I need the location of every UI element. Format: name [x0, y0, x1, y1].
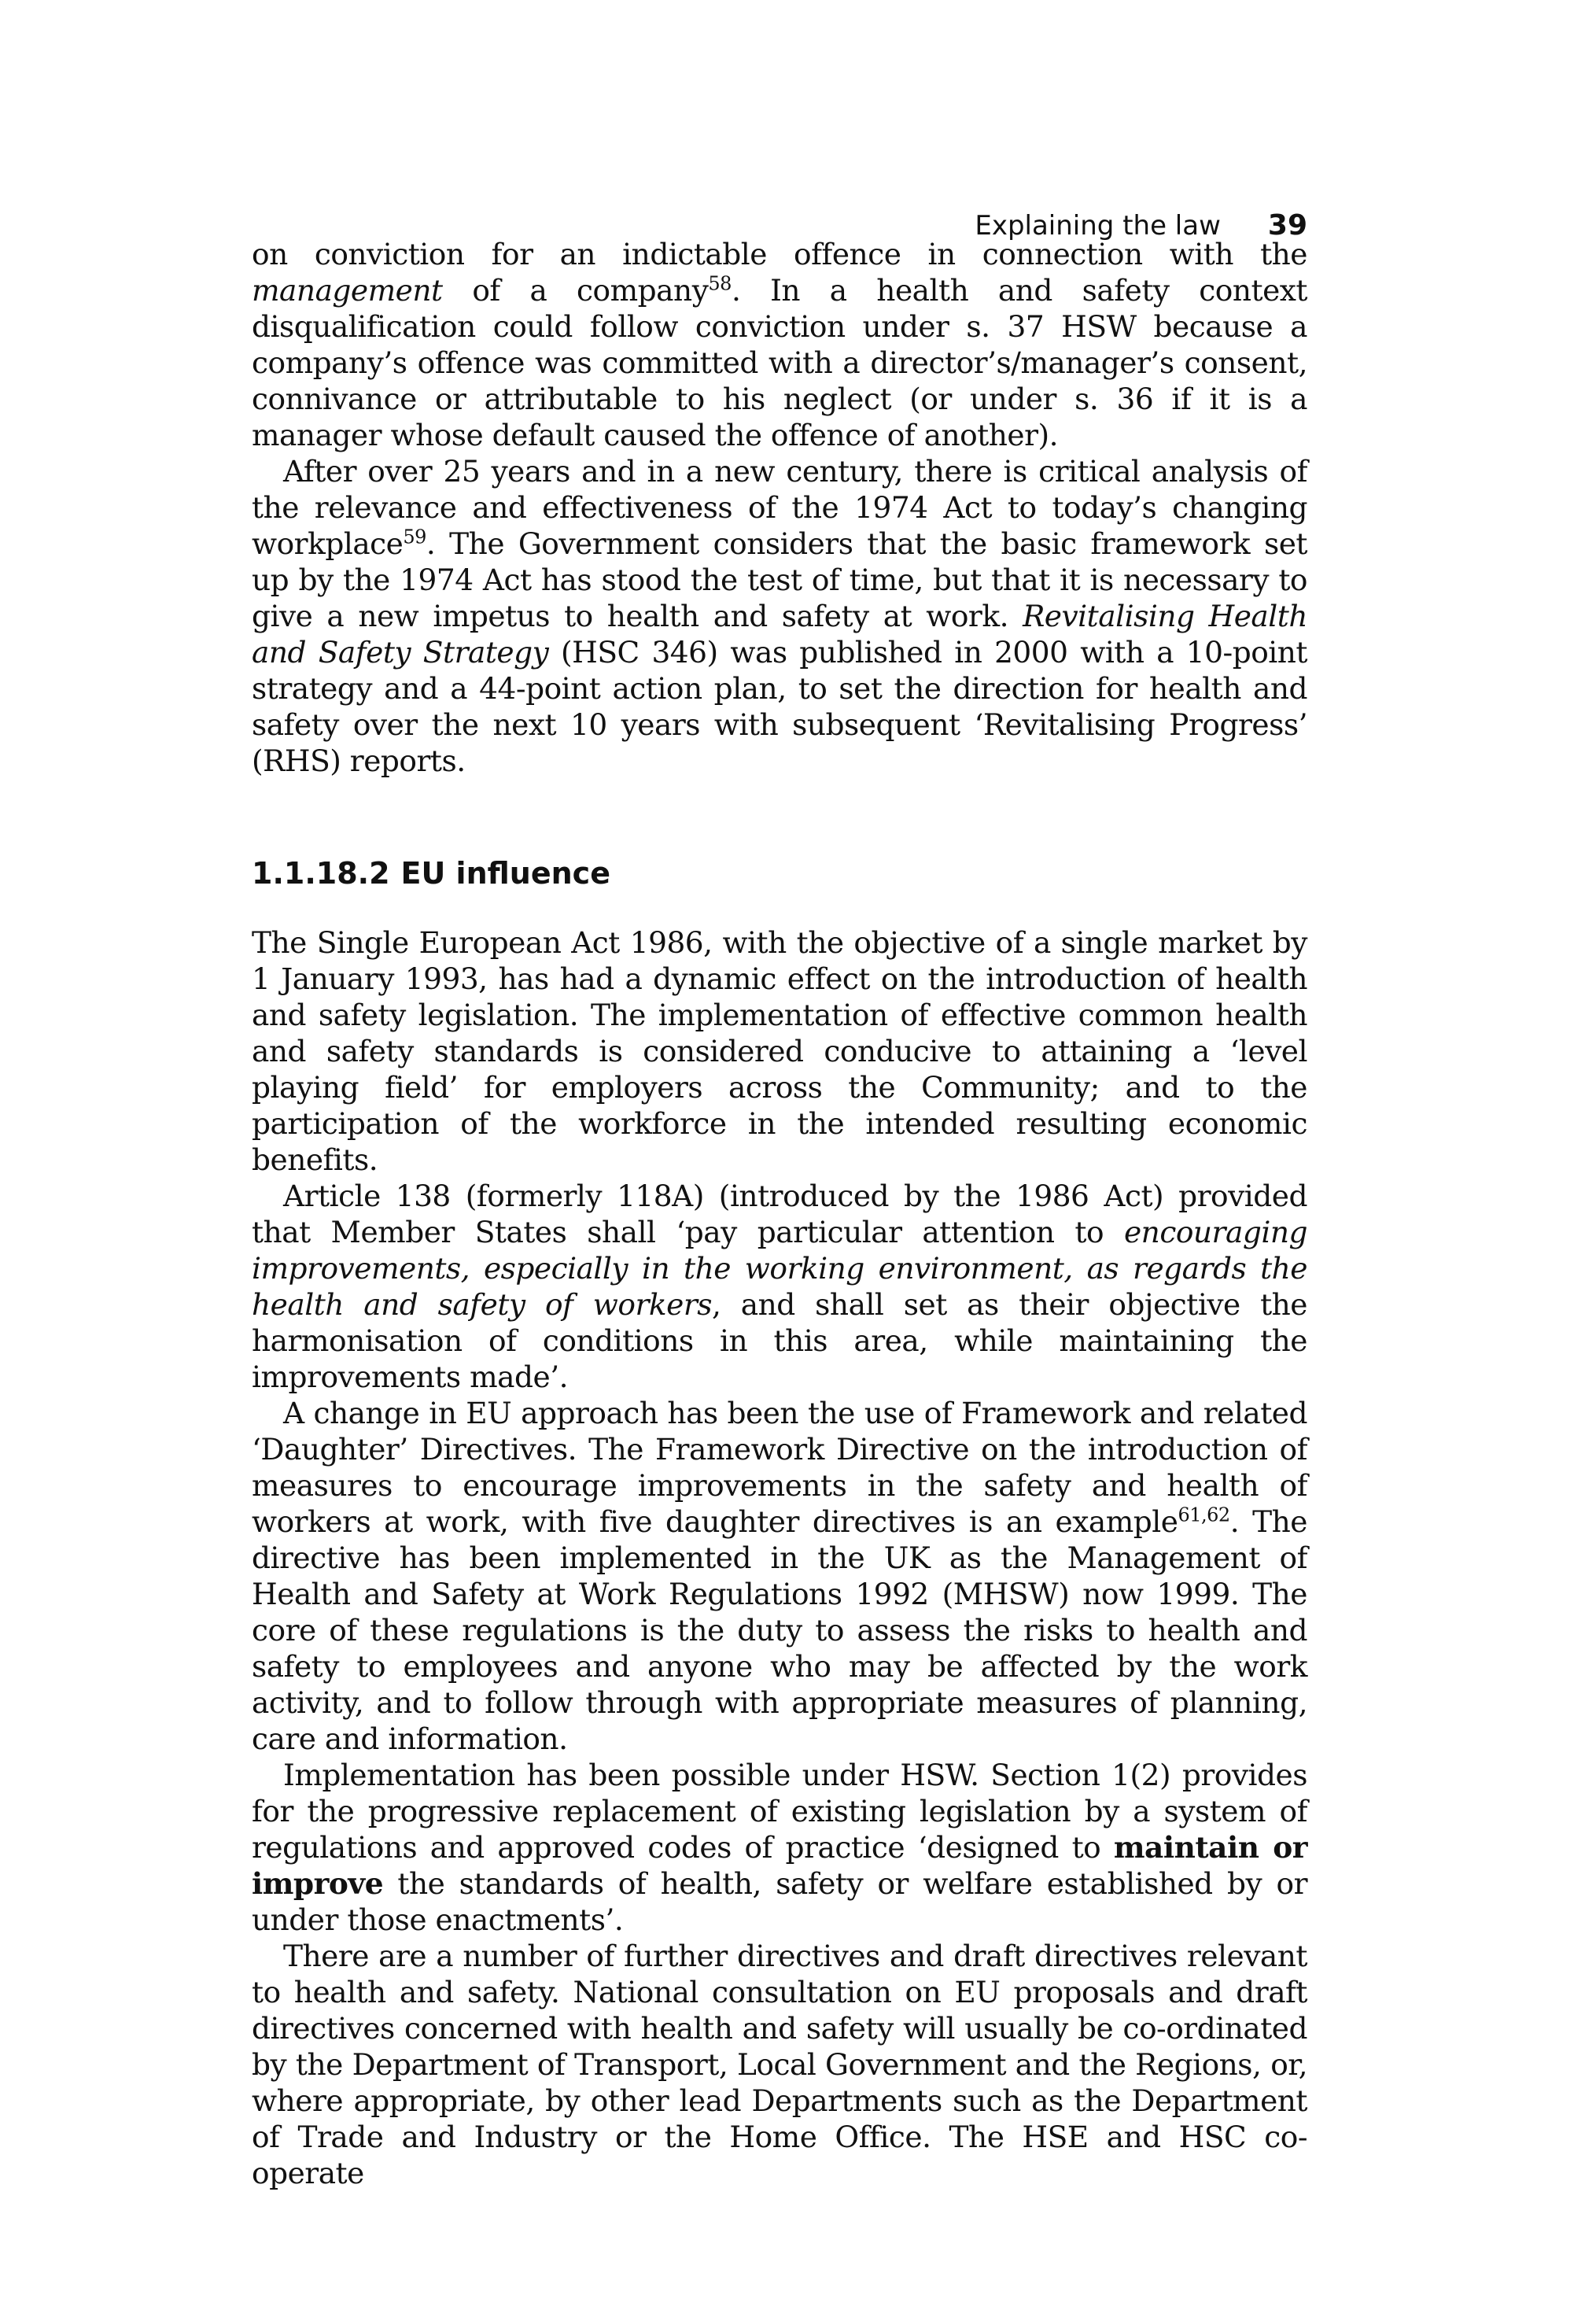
text-run: A change in EU approach has been the use of Framework and related ‘Daughter’ Directives. The Framework Directive on the introduction of measures to encourage improvements in the safety and health of workers at work, with five daughter directives is an example — [252, 1396, 1307, 1539]
footnote-ref: 61,62 — [1178, 1504, 1230, 1526]
text-run: After over 25 years and in a new century, there is critical analysis of the relevance and effectiveness of the 1974 Act to today’s changing workplace — [252, 454, 1307, 561]
paragraph — [252, 1395, 1307, 1757]
paragraph — [252, 453, 1307, 779]
text-run: There are a number of further directives and draft directives relevant to health and safety. National consultation on EU proposals and draft directives concerned with health and safety will usually be co-ordinated by the Department of Transport, Local Government and the Regions, or, where appropriate, by other lead Departments such as the Department of Trade and Industry or the Home Office. The HSE and HSC co-operate — [252, 1939, 1307, 2190]
text-run: The Single European Act 1986, with the objective of a single market by 1 January 1993, has had a dynamic effect on the introduction of health and safety legislation. The implementation of effective common health and safety standards is considered conducive to attaining a ‘level playing field’ for employers across the Community; and to the participation of the workforce in the intended resulting economic benefits. — [252, 925, 1307, 1177]
text-run: of a company — [442, 273, 709, 308]
text-run: on conviction for an indictable offence in connection with the — [252, 237, 1307, 271]
paragraph — [252, 1938, 1307, 2191]
text-run: Implementation has been possible under HSW. Section 1(2) provides for the progressive replacement of existing legislation by a system of regulations and approved codes of practice ‘designed to — [252, 1758, 1307, 1865]
footnote-ref: 58 — [708, 272, 732, 295]
text-run: , and shall set as their objective the harmonisation of conditions in this area, while maintaining the improvements made’. — [252, 1287, 1307, 1394]
page-number: 39 — [1267, 209, 1307, 242]
bold-run: maintain or improve — [252, 1830, 1307, 1901]
running-title: Explaining the law — [975, 210, 1221, 242]
italic-run: Revitalising Health and Safety Strategy — [252, 599, 1307, 670]
text-run: Article 138 (formerly 118A) (introduced by the 1986 Act) provided that Member States shall ‘pay particular attention to — [252, 1179, 1307, 1249]
text-run: . The directive has been implemented in the UK as the Management of Health and Safety at Work Regulations 1992 (MHSW) now 1999. The core of these regulations is the duty to assess the risks to health and safety to employees and anyone who may be affected by the work activity, and to follow through with appropriate measures of planning, care and information. — [252, 1504, 1308, 1756]
paragraph — [252, 924, 1307, 1178]
italic-run: management — [252, 273, 443, 308]
text-run: . In a health and safety context disqualification could follow conviction under s. 37 HSW because a company’s offence was committed with a director’s/manager’s consent, connivance or attributable to his neglect (or under s. 36 if it is a manager whose default caused the offence of another). — [252, 273, 1307, 452]
italic-run: encouraging improvements, especially in the working environment, as regards the health and safety of workers — [252, 1215, 1307, 1322]
section-heading — [252, 854, 1307, 893]
section-title: EU influence — [400, 856, 610, 891]
paragraph — [252, 1757, 1307, 1938]
paragraph — [252, 236, 1307, 453]
text-run: (HSC 346) was published in 2000 with a 10-point strategy and a 44-point action plan, to set the direction for health and safety over the next 10 years with subsequent ‘Revitalising Progress’ (RHS) reports. — [252, 635, 1307, 778]
text-run: the standards of health, safety or welfare established by or under those enactments’. — [252, 1866, 1307, 1937]
body-text-top — [252, 236, 1307, 779]
body-text-bottom — [252, 924, 1307, 2191]
footnote-ref: 59 — [403, 526, 426, 548]
text-run: . The Government considers that the basic framework set up by the 1974 Act has stood the test of time, but that it is necessary to give a new impetus to health and safety at work. — [252, 526, 1307, 633]
paragraph — [252, 1178, 1307, 1395]
section-number: 1.1.18.2 — [252, 856, 390, 891]
